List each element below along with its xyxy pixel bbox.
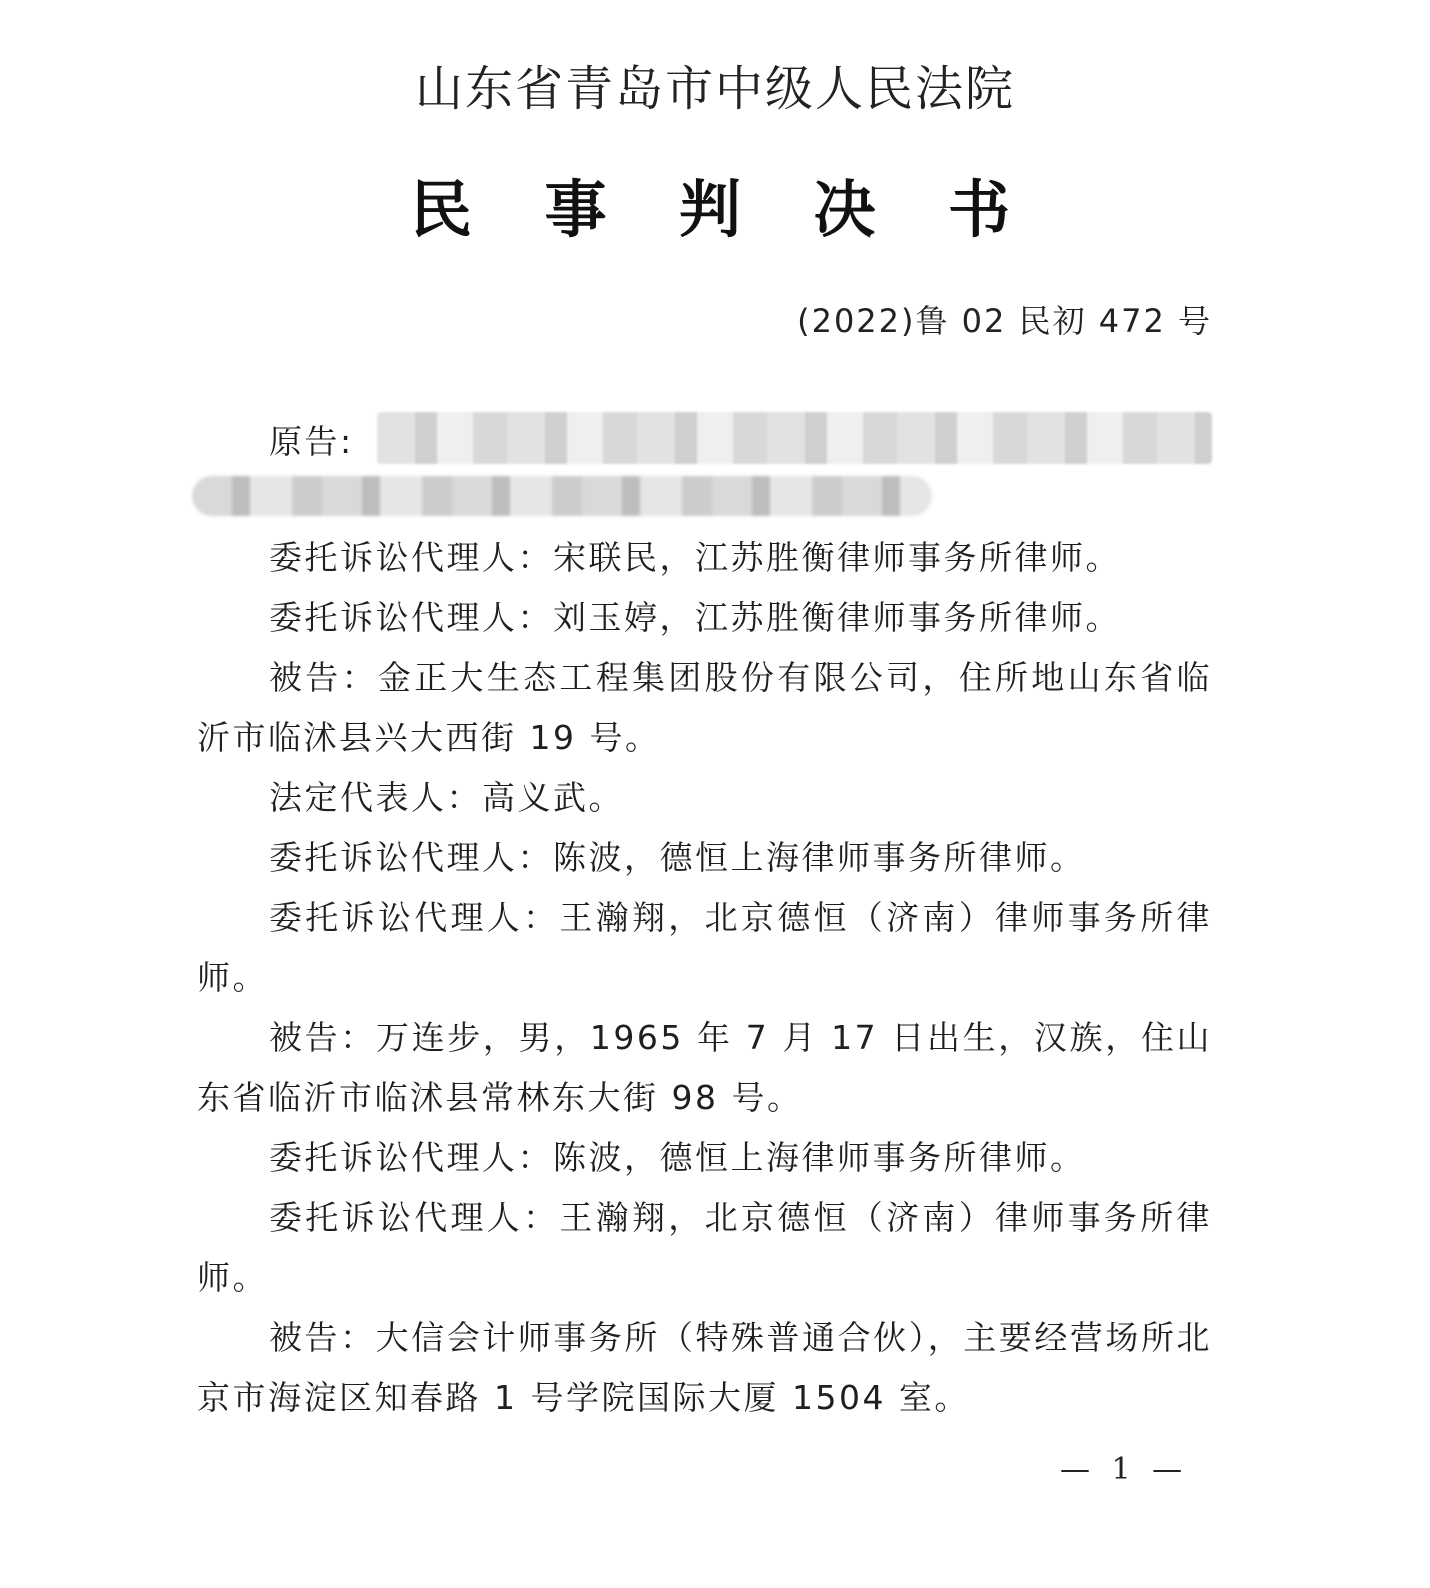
party-paragraph: 被告：万连步，男，1965 年 7 月 17 日出生，汉族，住山东省临沂市临沭县常林东大街 98 号。 xyxy=(197,1018,1212,1117)
title-char: 决 xyxy=(813,173,876,246)
title-char: 民 xyxy=(410,173,473,246)
document-title xyxy=(410,160,1010,249)
plaintiff-label: 原告: xyxy=(269,422,354,461)
title-char: 判 xyxy=(678,173,741,246)
parties-section xyxy=(197,412,1212,1428)
party-paragraph: 委托诉讼代理人：宋联民，江苏胜衡律师事务所律师。 xyxy=(269,538,1121,577)
party-paragraph: 法定代表人：高义武。 xyxy=(269,778,624,817)
case-number: (2022)鲁 02 民初 472 号 xyxy=(797,302,1212,340)
party-paragraph: 委托诉讼代理人：陈波，德恒上海律师事务所律师。 xyxy=(269,1138,1086,1177)
title-char: 书 xyxy=(947,173,1010,246)
page-number: — 1 — xyxy=(1060,1452,1189,1487)
party-paragraph: 委托诉讼代理人：王瀚翔，北京德恒（济南）律师事务所律师。 xyxy=(197,1198,1212,1297)
party-paragraph: 委托诉讼代理人：陈波，德恒上海律师事务所律师。 xyxy=(269,838,1086,877)
court-name: 山东省青岛市中级人民法院 xyxy=(414,61,1015,117)
redacted-block xyxy=(377,412,1212,464)
party-paragraph: 委托诉讼代理人：刘玉婷，江苏胜衡律师事务所律师。 xyxy=(269,598,1121,637)
plaintiff-paragraph xyxy=(197,412,1212,528)
party-paragraph: 被告：大信会计师事务所（特殊普通合伙），主要经营场所北京市海淀区知春路 1 号学院国际大厦 1504 室。 xyxy=(197,1318,1212,1417)
redacted-block xyxy=(192,476,932,516)
title-char: 事 xyxy=(544,173,607,246)
party-paragraph: 被告：金正大生态工程集团股份有限公司，住所地山东省临沂市临沭县兴大西街 19 号。 xyxy=(197,658,1212,757)
party-paragraph: 委托诉讼代理人：王瀚翔，北京德恒（济南）律师事务所律师。 xyxy=(197,898,1212,997)
